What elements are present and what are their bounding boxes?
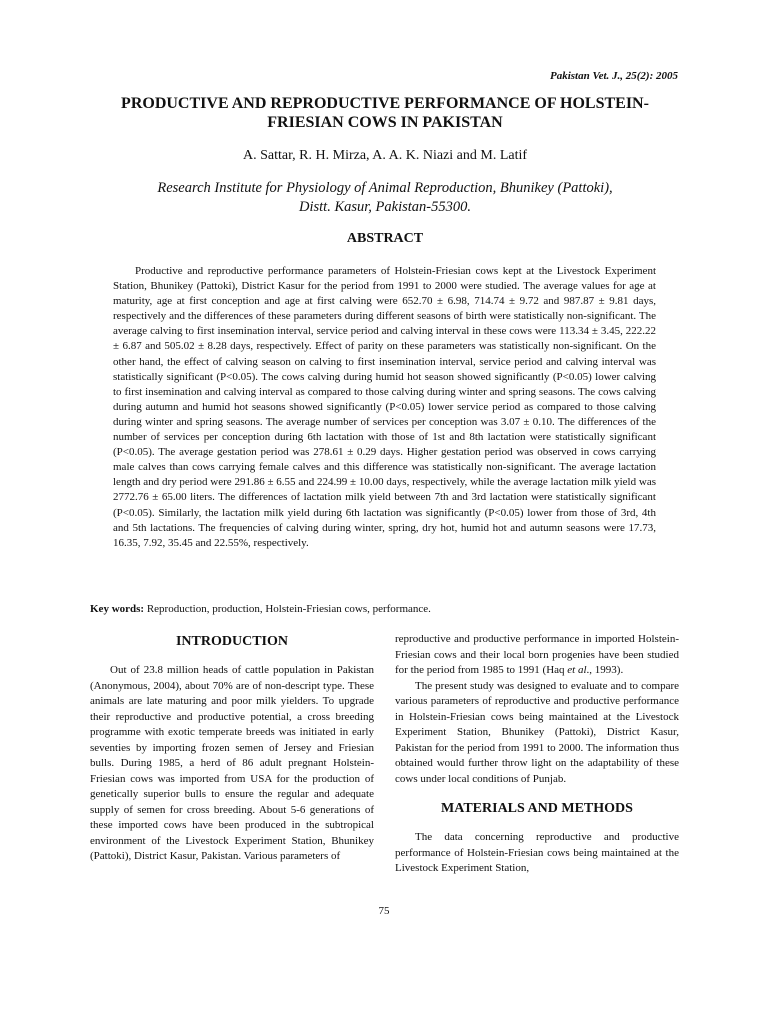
affiliation — [90, 179, 680, 217]
page-number: 75 — [378, 905, 390, 917]
methods-paragraph: The data concerning reproductive and productive performance of Holstein-Friesian cows being maintained at the Livestock Experiment Station, — [395, 831, 679, 874]
journal-citation: Pakistan Vet. J., 25(2): 2005 — [549, 70, 678, 82]
keywords — [90, 603, 680, 615]
affiliation-line-2: Distt. Kasur, Pakistan-55300. — [299, 199, 471, 215]
abstract-text: Productive and reproductive performance parameters of Holstein-Friesian cows kept at the Livestock Experiment Station, Bhunikey (Pattoki), District Kasur for the period from 1991 to 2000 were studied. The average values for age at maturity, age at first conception and age at first calving were 652.70 ± 6.98, 714.74 ± 9.72 and 987.87 ± 9.81 days, respectively and the differences of these parameters during different seasons of birth were statistically non-significant. The average calving to first insemination interval, service period and calving interval in these cows were 113.34 ± 3.45, 222.22 ± 6.87 and 505.02 ± 8.28 days, respectively. Effect of parity on these parameters was statistically non-significant. On the other hand, the effect of calving season on calving to first insemination interval, service period and calving interval was statistically significant (P<0.05). The cows calving during humid hot season showed significantly (P<0.05) lower calving to first insemination and calving interval as compared to those calving during winter and spring seasons. The cows calving during autumn and humid hot seasons showed significantly (P<0.05) lower service period as compared to those calving during winter and spring seasons. The average number of services per conception was 3.07 ± 0.10. The differences of the number of services per conception during 6th lactation with those of 1st and 8th lactation were statistically significant (P<0.05). The average gestation period was 278.61 ± 0.29 days. Higher gestation period was observed in cows carrying male calves than cows carrying female calves and this difference was statistically non-significant. The average lactation length and dry period were 291.86 ± 6.55 and 224.99 ± 10.00 days, respectively, while the average lactation milk yield was 2772.76 ± 65.00 liters. The differences of lactation milk yield between 7th and 3rd lactation were statistically significant (P<0.05). Similarly, the lactation milk yield during 6th lactation was significantly (P<0.05) lower from those of 3rd, 4th and 5th lactations. The frequencies of calving during winter, spring, dry hot, humid hot and autumn seasons were 17.73, 16.35, 7.92, 35.45 and 22.55%, respectively. — [113, 265, 656, 549]
author-list: A. Sattar, R. H. Mirza, A. A. K. Niazi and M. Latif — [242, 148, 528, 163]
introduction-continued: reproductive and productive performance in imported Holstein-Friesian cows and their local born progenies have been studied for the period from 1985 to 1991 (Haq et al., 1993). — [395, 633, 679, 676]
et-al-citation: et al — [567, 664, 587, 676]
abstract-heading: ABSTRACT — [346, 231, 424, 246]
left-column — [90, 633, 374, 865]
introduction-paragraph: Out of 23.8 million heads of cattle population in Pakistan (Anonymous, 2004), about 70% are of non-descript type. These animals are late maturing and poor milk yielders. To upgrade their reproductive and productive potential, a cross breeding programme with exotic temperate breeds was initiated in early seventies by importing frozen semen of Jersey and Friesian bulls. During 1985, a herd of 86 adult pregnant Holstein-Friesian cows was imported from USA for the production of genetically superior bulls to ensure the regular and adequate supply of semen for cross breeding. About 5-6 generations of these imported cows have been produced in the subtropical environment of the Livestock Experiment Station, Bhunikey (Pattoki), District Kasur, Pakistan. Various parameters of — [90, 664, 374, 862]
keywords-label: Key words: — [90, 603, 145, 615]
introduction-heading: INTRODUCTION — [175, 634, 288, 649]
right-column — [395, 632, 679, 877]
affiliation-line-1: Research Institute for Physiology of Animal Reproduction, Bhunikey (Pattoki), — [157, 180, 613, 196]
introduction-paragraph-2: The present study was designed to evaluate and to compare various parameters of reproductive and productive performance in Holstein-Friesian cows being maintained at the Livestock Experiment Station, Bhunikey (Pattoki), District Kasur, Pakistan for the period from 1991 to 2000. The information thus obtained would further throw light on the adaptability of these cows under local conditions of Punjab. — [395, 679, 679, 785]
methods-heading: MATERIALS AND METHODS — [441, 801, 633, 816]
keywords-text: Reproduction, production, Holstein-Friesian cows, performance. — [146, 603, 431, 615]
paper-title: PRODUCTIVE AND REPRODUCTIVE PERFORMANCE OF HOLSTEIN-FRIESIAN COWS IN PAKISTAN — [121, 95, 649, 131]
